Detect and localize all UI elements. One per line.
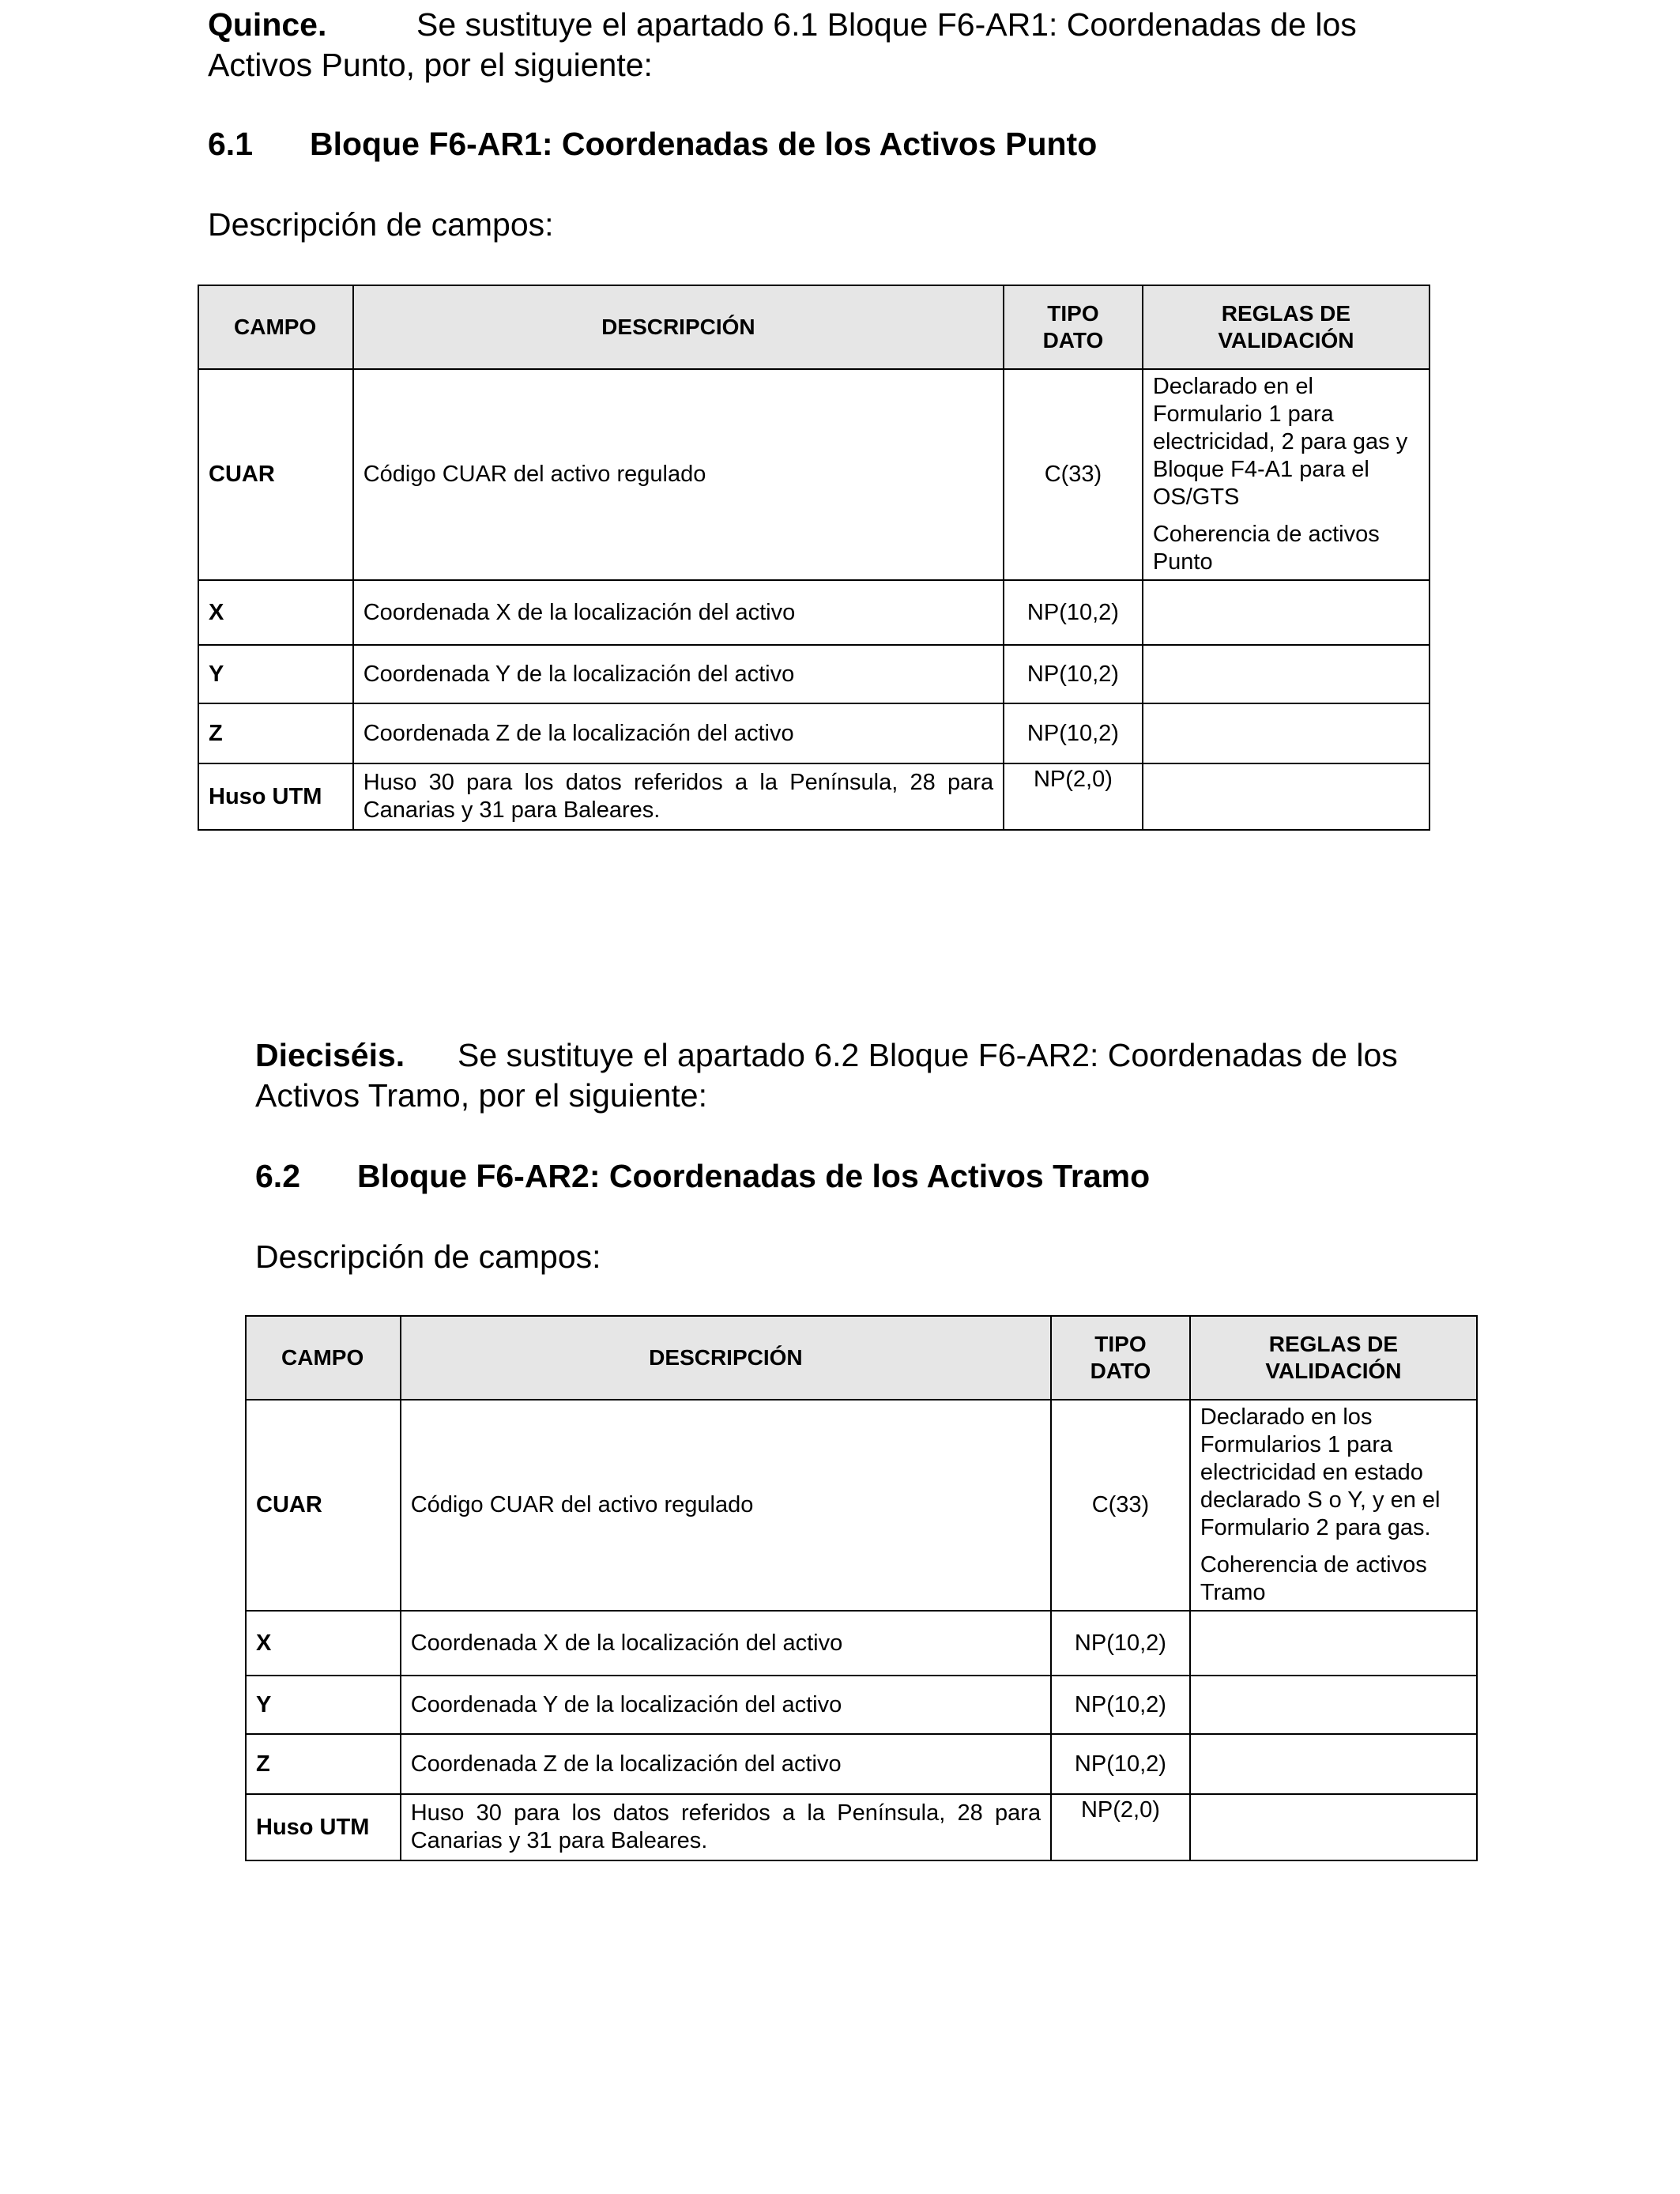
section-heading-number: 6.1 <box>208 126 253 162</box>
cell-tipo: NP(10,2) <box>1051 1611 1190 1676</box>
rule-text: Coherencia de activos Punto <box>1152 522 1380 575</box>
cell-descripcion: Huso 30 para los datos referidos a la Península, 28 para Canarias y 31 para Baleares. <box>353 763 1004 830</box>
table-row <box>246 1400 1477 1611</box>
amendment-text-line-1: Se sustituye el apartado 6.1 Bloque F6-AR1: Coordenadas de los <box>416 6 1357 43</box>
header-campo: CAMPO <box>246 1316 401 1400</box>
section-quince <box>208 5 1441 823</box>
cell-tipo: NP(10,2) <box>1051 1676 1190 1734</box>
amendment-text-line-2: Activos Tramo, por el siguiente: <box>255 1077 707 1114</box>
table-row <box>246 1794 1477 1860</box>
cell-reglas <box>1143 580 1430 645</box>
amendment-paragraph <box>255 1035 1488 1116</box>
cell-reglas <box>1190 1794 1477 1860</box>
header-descripcion: DESCRIPCIÓN <box>401 1316 1051 1400</box>
cell-descripcion: Huso 30 para los datos referidos a la Península, 28 para Canarias y 31 para Baleares. <box>401 1794 1051 1860</box>
section-heading <box>208 123 1441 164</box>
cell-descripcion: Coordenada X de la localización del activo <box>353 580 1004 645</box>
cell-reglas <box>1190 1400 1477 1611</box>
table-row <box>198 645 1430 703</box>
cell-reglas <box>1143 369 1430 580</box>
table-row <box>198 369 1430 580</box>
amendment-text-line-2: Activos Punto, por el siguiente: <box>208 47 653 83</box>
header-campo: CAMPO <box>198 285 353 369</box>
cell-campo: Y <box>246 1676 401 1734</box>
fields-table <box>198 285 1430 831</box>
amendment-number: Dieciséis. <box>255 1037 405 1073</box>
cell-tipo: C(33) <box>1004 369 1143 580</box>
cell-descripcion: Código CUAR del activo regulado <box>353 369 1004 580</box>
cell-reglas <box>1143 645 1430 703</box>
cell-reglas <box>1190 1734 1477 1794</box>
cell-campo: CUAR <box>198 369 353 580</box>
amendment-text-line-1: Se sustituye el apartado 6.2 Bloque F6-AR2: Coordenadas de los <box>458 1037 1398 1073</box>
rule-text: Coherencia de activos Tramo <box>1200 1552 1427 1605</box>
fields-table <box>245 1315 1478 1861</box>
section-dieciseis <box>255 1035 1488 1853</box>
header-tipo-dato <box>1004 285 1143 369</box>
cell-campo: Y <box>198 645 353 703</box>
cell-reglas <box>1190 1676 1477 1734</box>
cell-descripcion: Coordenada Y de la localización del activo <box>353 645 1004 703</box>
section-heading <box>255 1155 1488 1197</box>
cell-tipo: NP(10,2) <box>1051 1734 1190 1794</box>
cell-campo: CUAR <box>246 1400 401 1611</box>
rule-text: Declarado en los Formularios 1 para electricidad en estado declarado S o Y, y en el Formulario 2 para gas. <box>1200 1404 1441 1540</box>
table-row <box>246 1734 1477 1794</box>
header-descripcion: DESCRIPCIÓN <box>353 285 1004 369</box>
header-tipo-dato-text: TIPO DATO <box>1090 1332 1151 1383</box>
cell-reglas <box>1190 1611 1477 1676</box>
table-header-row <box>198 285 1430 369</box>
cell-tipo: NP(2,0) <box>1051 1794 1190 1860</box>
fields-description-label: Descripción de campos: <box>255 1238 601 1275</box>
table-row <box>198 580 1430 645</box>
cell-campo: Z <box>198 703 353 763</box>
cell-tipo: NP(10,2) <box>1004 703 1143 763</box>
table-row <box>246 1676 1477 1734</box>
cell-tipo: NP(10,2) <box>1004 580 1143 645</box>
section-heading-title: Bloque F6-AR1: Coordenadas de los Activos Punto <box>310 126 1098 162</box>
cell-tipo: C(33) <box>1051 1400 1190 1611</box>
header-reglas <box>1143 285 1430 369</box>
table-header-row <box>246 1316 1477 1400</box>
cell-descripcion: Coordenada Y de la localización del activo <box>401 1676 1051 1734</box>
fields-description-label: Descripción de campos: <box>208 206 554 243</box>
section-heading-number: 6.2 <box>255 1158 300 1194</box>
cell-descripcion: Código CUAR del activo regulado <box>401 1400 1051 1611</box>
cell-tipo: NP(10,2) <box>1004 645 1143 703</box>
table-row <box>198 763 1430 830</box>
header-reglas-text: REGLAS DE VALIDACIÓN <box>1218 301 1354 352</box>
rule-text: Declarado en el Formulario 1 para electricidad, 2 para gas y Bloque F4-A1 para el OS/GTS <box>1152 374 1408 510</box>
header-reglas-text: REGLAS DE VALIDACIÓN <box>1265 1332 1402 1383</box>
header-tipo-dato-text: TIPO DATO <box>1042 301 1104 352</box>
cell-campo: X <box>198 580 353 645</box>
cell-reglas <box>1143 703 1430 763</box>
cell-campo: Huso UTM <box>198 763 353 830</box>
cell-descripcion: Coordenada Z de la localización del activo <box>401 1734 1051 1794</box>
amendment-paragraph <box>208 5 1441 85</box>
table-row <box>198 703 1430 763</box>
table-row <box>246 1611 1477 1676</box>
cell-tipo: NP(2,0) <box>1004 763 1143 830</box>
header-tipo-dato <box>1051 1316 1190 1400</box>
cell-campo: X <box>246 1611 401 1676</box>
cell-campo: Z <box>246 1734 401 1794</box>
cell-campo: Huso UTM <box>246 1794 401 1860</box>
header-reglas <box>1190 1316 1477 1400</box>
cell-reglas <box>1143 763 1430 830</box>
section-heading-title: Bloque F6-AR2: Coordenadas de los Activos Tramo <box>357 1158 1151 1194</box>
cell-descripcion: Coordenada X de la localización del activo <box>401 1611 1051 1676</box>
cell-descripcion: Coordenada Z de la localización del activo <box>353 703 1004 763</box>
amendment-number: Quince. <box>208 6 327 43</box>
